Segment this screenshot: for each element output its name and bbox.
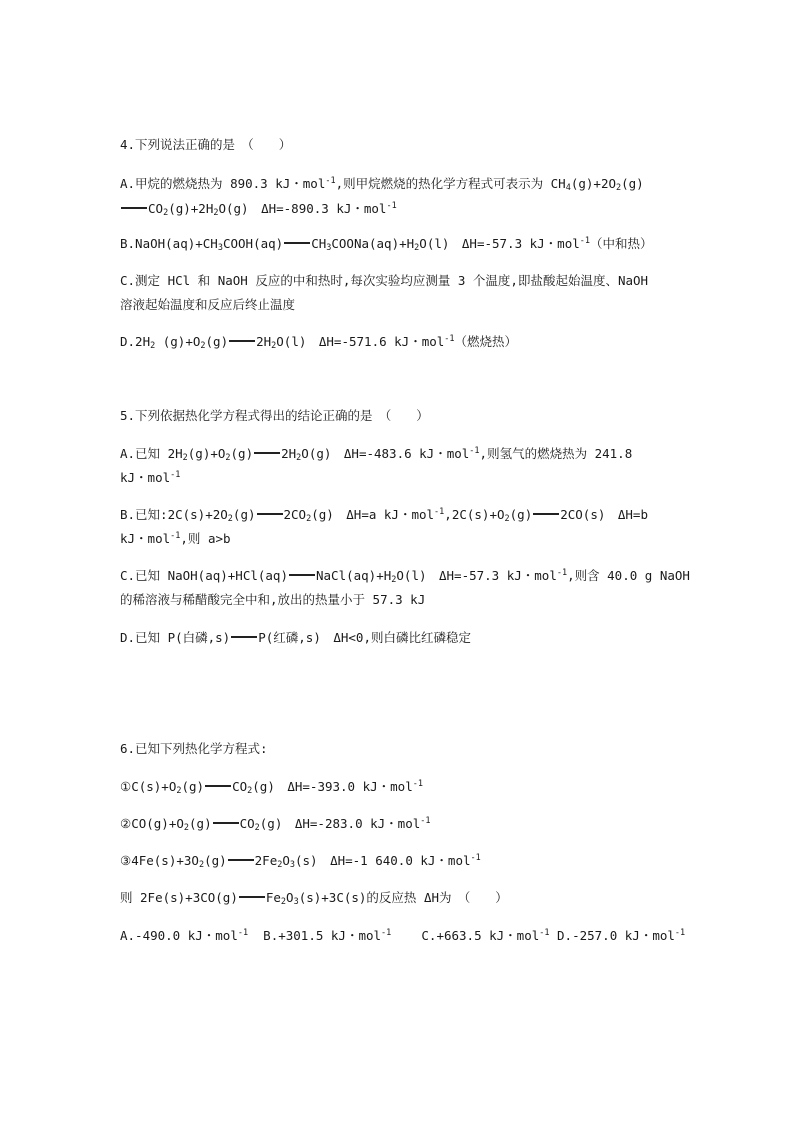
q5-option-b-line1: B.已知$:2C(s)+2O_2(g)$ $2CO_2(g)$ ΔH=a kJ・$mol^{-1},2C(s)+O_2(g)$ 2CO(s) ΔH=b — [120, 507, 648, 524]
reaction-arrow — [254, 452, 280, 454]
reaction-arrow — [231, 636, 257, 638]
q6-option-d: D.-257.0 kJ・mol$^{-1}$ — [557, 928, 686, 943]
q4-option-b: $B.NaOH(aq)+CH_3COOH(aq)$ $CH_3COONa(aq)+H_2O(l)$ ΔH=-57.3 kJ・mol$^{-1}$（中和热） — [120, 236, 653, 253]
q6-equation-1: $①C(s)+O_2(g)$ $CO_2(g)$ ΔH=-393.0 kJ・mol$^{-1}$ — [120, 779, 423, 796]
reaction-arrow — [228, 859, 254, 861]
reaction-arrow — [257, 513, 283, 515]
reaction-arrow — [229, 340, 255, 342]
q6-options — [120, 928, 685, 944]
q5-option-d: D.已知 P(白磷,s) P(红磷,s) ΔH<0,则白磷比红磷稳定 — [120, 630, 471, 645]
q4-option-d: $D.2H_2$ $(g)+O_2(g)$ $2H_2O(l)$ ΔH=-571.6 kJ・mol$^{-1}$（燃烧热） — [120, 334, 518, 351]
q4-option-c-line1: C.测定 HCl 和 NaOH 反应的中和热时,每次实验均应测量 3 个温度,即盐酸起始温度、NaOH — [120, 273, 649, 288]
q6-option-a: A.-490.0 kJ・mol$^{-1}$ — [120, 928, 249, 943]
q6-equation-2: $②CO(g)+O_2(g)$ $CO_2(g)$ ΔH=-283.0 kJ・mol$^{-1}$ — [120, 816, 431, 833]
q5-option-c-line1: C.已知 NaOH(aq)+HCl(aq) $NaCl(aq)+H_2O(l)$ ΔH=-57.3 kJ・mol$^{-1}$,则含 40.0 g NaOH — [120, 568, 690, 585]
q4-option-a-line1: A.甲烷的燃烧热为 890.3 kJ・mol$^{-1}$,则甲烷燃烧的热化学方程式可表示为 $CH_4(g)+2O_2(g)$ — [120, 176, 644, 193]
q6-stem: 6.已知下列热化学方程式: — [120, 741, 268, 756]
reaction-arrow — [121, 207, 147, 209]
q6-equation-3: $③4Fe(s)+3O_2(g)$ $2Fe_2O_3(s)$ ΔH=-1 640.0 kJ・mol$^{-1}$ — [120, 853, 481, 870]
q4-option-a-line2: $CO_2(g)+2H_2O(g)$ ΔH=-890.3 kJ・mol$^{-1}$ — [120, 201, 397, 217]
q5-option-a-line2: kJ・mol$^{-1}$ — [120, 470, 181, 485]
q5-option-c-line2: 的稀溶液与稀醋酸完全中和,放出的热量小于 57.3 kJ — [120, 592, 426, 607]
reaction-arrow — [239, 896, 265, 898]
reaction-arrow — [213, 822, 239, 824]
q6-option-c: C.+663.5 kJ・mol$^{-1}$ — [421, 928, 550, 943]
q5-option-a-line1: A.已知 $2H_2(g)+O_2(g)$ $2H_2O(g)$ ΔH=-483.6 kJ・mol$^{-1}$,则氢气的燃烧热为 241.8 — [120, 446, 633, 463]
q4-stem: 4.下列说法正确的是 （ ） — [120, 137, 292, 152]
reaction-arrow — [284, 242, 310, 244]
q6-question: 则 2Fe(s)+3CO(g) $Fe_2O_3(s)+3C(s)$的反应热 ΔH为 （ ） — [120, 890, 508, 907]
q5-stem: 5.下列依据热化学方程式得出的结论正确的是 （ ） — [120, 408, 429, 423]
reaction-arrow — [289, 574, 315, 576]
q6-option-b: B.+301.5 kJ・mol$^{-1}$ — [263, 928, 392, 943]
reaction-arrow — [533, 513, 559, 515]
reaction-arrow — [205, 785, 231, 787]
q4-option-c-line2: 溶液起始温度和反应后终止温度 — [120, 297, 296, 312]
q5-option-b-line2: kJ・mol$^{-1}$,则 a>b — [120, 531, 231, 546]
